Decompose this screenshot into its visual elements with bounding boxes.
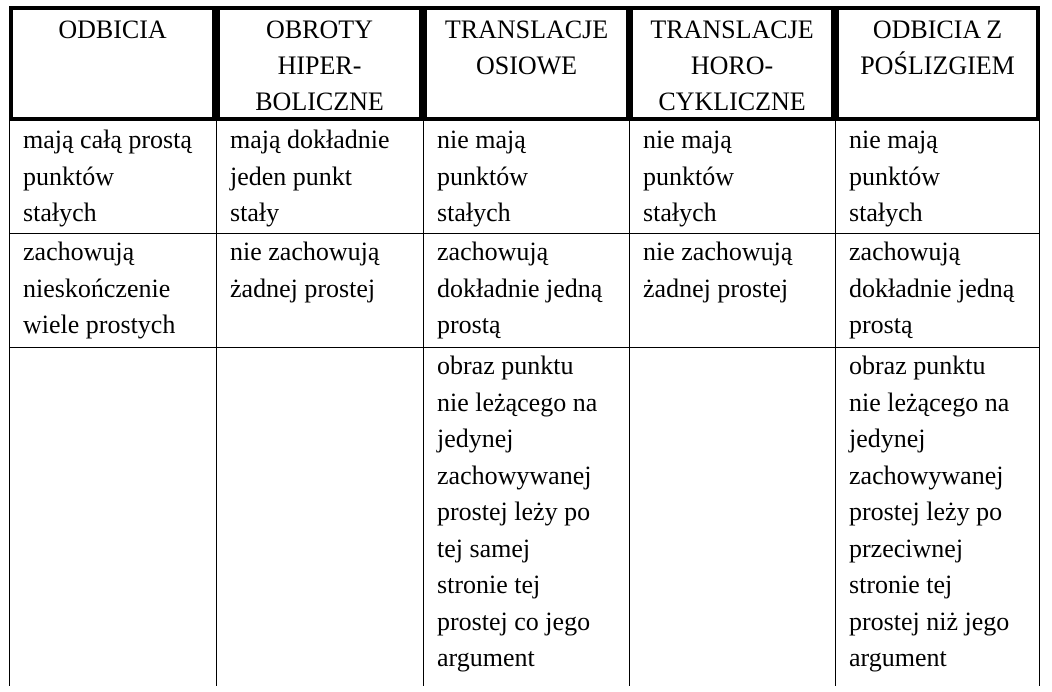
table-cell: nie mają punktów stałych <box>849 125 940 227</box>
comparison-table <box>9 6 1040 686</box>
table-cell: obraz punktu nie leżącego na jedynej zachowywanej prostej leży po tej samej stronie tej prostej co jego argument <box>437 351 598 672</box>
table-cell: zachowują dokładnie jedną prostą <box>437 237 603 339</box>
table-cell: nie zachowują żadnej prostej <box>643 237 793 303</box>
table-cell: nie mają punktów stałych <box>643 125 734 227</box>
header-odbicia-z-poslizgiem: ODBICIA Z POŚLIZGIEM <box>835 6 1040 121</box>
table-cell: mają dokładnie jeden punkt stały <box>230 125 390 227</box>
table-cell <box>630 347 836 686</box>
header-translacje-osiowe: TRANSLACJE OSIOWE <box>423 6 630 121</box>
table-body <box>9 121 1040 686</box>
table-cell <box>10 347 217 686</box>
table-cell: mają całą prostą punktów stałych <box>23 125 192 227</box>
table-cell: zachowują nieskończenie wiele prostych <box>23 237 176 339</box>
table-cell: nie mają punktów stałych <box>437 125 528 227</box>
table-cell: obraz punktu nie leżącego na jedynej zachowywanej prostej leży po przeciwnej stronie tej prostej niż jego argument <box>849 351 1010 672</box>
table-cell <box>217 347 424 686</box>
header-odbicia: ODBICIA <box>9 6 216 121</box>
table-cell: zachowują dokładnie jedną prostą <box>849 237 1015 339</box>
header-translacje-horocykliczne: TRANSLACJE HORO- CYKLICZNE <box>629 6 835 121</box>
header-obroty-hiperboliczne: OBROTY HIPER- BOLICZNE <box>216 6 423 121</box>
table-cell: nie zachowują żadnej prostej <box>230 237 380 303</box>
